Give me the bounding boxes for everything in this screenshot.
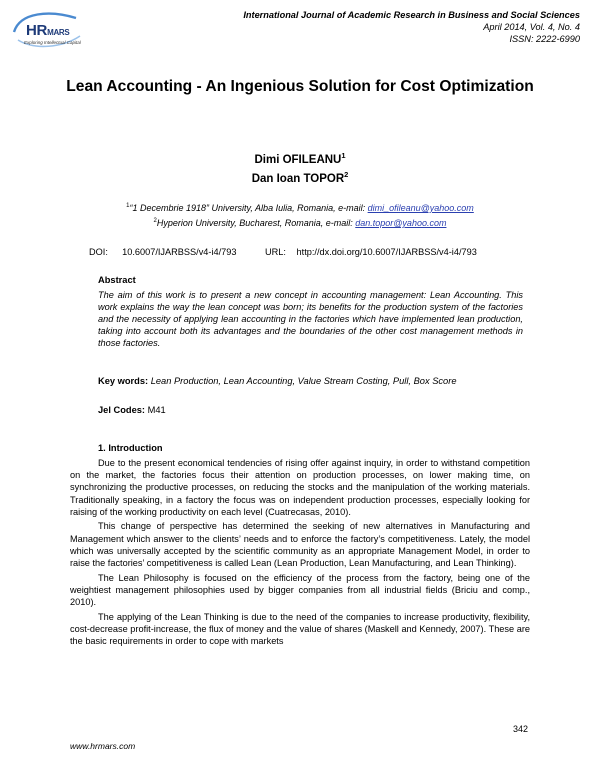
journal-name: International Journal of Academic Research in Business and Social Sciences — [243, 10, 580, 20]
doi-line — [89, 247, 477, 257]
paragraph: This change of perspective has determined the seeking of new alternatives in Manufacturing and Management which answer to the clients’ needs and to enforce the factory’s competitiveness. Lately, the model which was universally accepted by the scientific community as an appropriate Management Model, in order to raise the factories’ competitiveness is called Lean (Lean Production, Lean Manufacturing, and Lean Thinking). — [70, 521, 530, 569]
footer-url: www.hrmars.com — [70, 741, 136, 751]
publisher-logo — [10, 10, 90, 52]
doi-url[interactable]: http://dx.doi.org/10.6007/IJARBSS/v4-i4/793 — [296, 247, 477, 257]
url-label: URL: — [264, 247, 286, 257]
jel-value: M41 — [147, 405, 166, 415]
abstract-text: The aim of this work is to present a new concept in accounting management: Lean Accounting. This work explains the way the lean concept was born; its benefits for the production system of the factories and the necessity of applying lean accounting in the factories which have implemented lean production, taking into account both its advantages and the boundaries of the other cost management methods in those factories. — [98, 290, 523, 348]
doi-value: 10.6007/IJARBSS/v4-i4/793 — [122, 247, 237, 257]
email-link-2[interactable]: dan.topor@yahoo.com — [355, 218, 447, 228]
keywords-label: Key words: — [98, 376, 149, 386]
logo-wordmark: HRMARS — [26, 22, 70, 39]
journal-issue: April 2014, Vol. 4, No. 4 — [483, 22, 580, 32]
paper-title: Lean Accounting - An Ingenious Solution for Cost Optimization — [66, 78, 534, 95]
section-heading: 1. Introduction — [98, 443, 163, 453]
keywords-value: Lean Production, Lean Accounting, Value Stream Costing, Pull, Box Score — [150, 376, 457, 386]
doi-label: DOI: — [89, 247, 108, 257]
page-number: 342 — [512, 724, 528, 734]
affiliation-2: $^2$Hyperion University, Bucharest, Romania, e-mail: dan.topor@yahoo.com — [153, 218, 447, 228]
paragraph: The applying of the Lean Thinking is due to the need of the companies to increase productivity, flexibility, cost-decrease profit-increase, the flux of money and the value of shares (Maskell and Kennedy, 2007). These are the basic requirements in order to cope with markets — [70, 611, 530, 647]
logo-tagline: Exploring Intellectual Capital — [24, 40, 81, 45]
abstract-heading: Abstract — [98, 275, 136, 285]
jel-codes — [98, 405, 166, 415]
journal-issn: ISSN: 2222-6990 — [509, 34, 580, 44]
jel-label: Jel Codes: — [98, 405, 146, 415]
section-body — [70, 457, 530, 650]
keywords — [98, 376, 457, 386]
email-link-1[interactable]: dimi_ofileanu@yahoo.com — [367, 203, 474, 213]
author-1: Dimi OFILEANU$^1$ — [254, 151, 346, 166]
author-2: Dan Ioan TOPOR$^2$ — [251, 170, 349, 185]
paragraph: Due to the present economical tendencies of rising offer against inquiry, in order to withstand competition on the market, the factories focus their attention on production processes, on lower making time, on synchronizing the productive processes, on reducing the stocks and the manipulation of the working materials. Traditionally speaking, in a factory the focus was on independent production processes, especially looking for raising of the working productivity on each level (Cuatrecasas, 2010). — [70, 458, 530, 517]
paragraph: The Lean Philosophy is focused on the efficiency of the process from the factory, being one of the weightiest management philosophies used by bigger companies from all industrial fields (Briciu and comp., 2010). — [70, 572, 530, 608]
journal-header — [243, 9, 580, 45]
affiliation-1: $^1$“1 Decembrie 1918” University, Alba Iulia, Romania, e-mail: dimi_ofileanu@yahoo.com — [126, 203, 474, 213]
